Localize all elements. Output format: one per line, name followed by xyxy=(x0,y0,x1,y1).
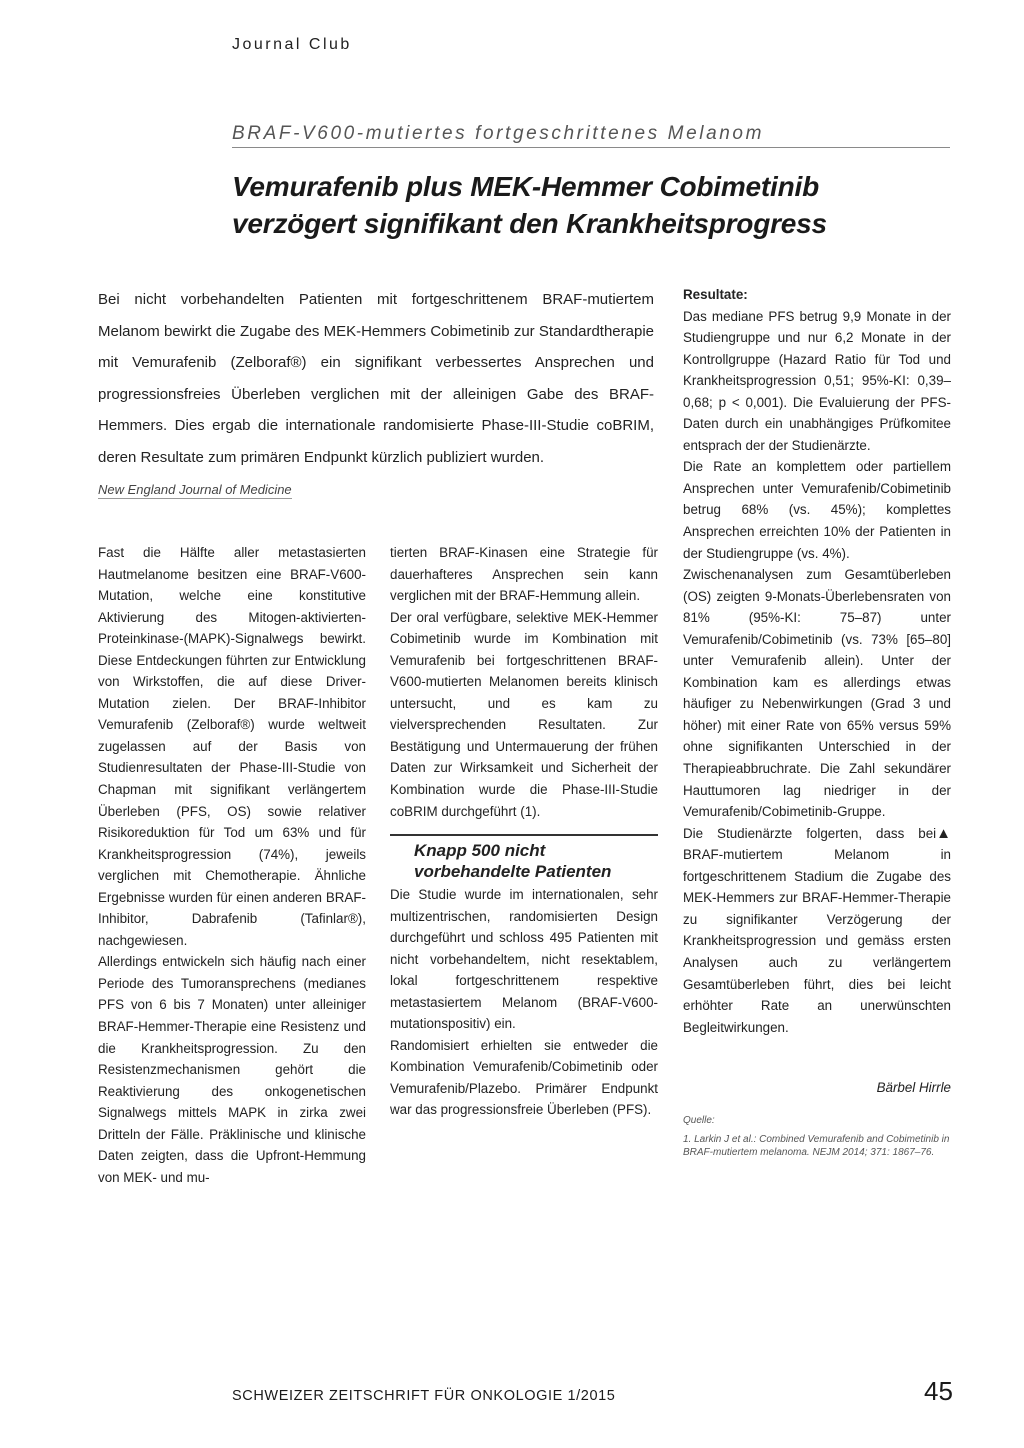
title-line-1: Vemurafenib plus MEK-Hemmer Cobimetinib xyxy=(232,171,820,202)
body-paragraph: Randomisiert erhielten sie entweder die Kombination Vemurafenib/Cobimetinib oder Vemurafenib/Plazebo. Primärer Endpunkt war das progressionsfreie Überleben (PFS). xyxy=(390,1037,658,1118)
source-reference: 1. Larkin J et al.: Combined Vemurafenib and Cobimetinib in BRAF-mutiertem melanoma. NEJM 2014; 371: 1867–76. xyxy=(683,1134,950,1158)
results-heading: Resultate: xyxy=(683,287,748,302)
lead-paragraph: Bei nicht vorbehandelten Patienten mit fortgeschrittenem BRAF-mutiertem Melanom bewirkt die Zugabe des MEK-Hemmers Cobimetinib zur Standardtherapie mit Vemurafenib (Zelboraf®) ein signifikant verbessertes Ansprechen und progressionsfreies Überleben verglichen mit der alleinigen Gabe des BRAF-Hemmers. Dies ergab die internationale randomisierte Phase-III-Studie coBRIM, deren Resultate zum primären Endpunkt kürzlich publiziert wurden. xyxy=(98,291,654,466)
page-number: 45 xyxy=(924,1376,953,1406)
body-paragraph: Zwischenanalysen zum Gesamtüberleben (OS) zeigten 9-Monats-Überlebensraten von 81% (95%-KI: 75–87) unter Vemurafenib/Cobimetinib (vs. 73% [65–80] unter Vemurafenib allein). Unter der Kombination kam es allerdings etwas häufiger zu Nebenwirkungen (Grad 3 und höher) mit einer Rate von 65% versus 59% ohne signifikanten Unterschied in der Therapieabbruchrate. Die Zahl sekundärer Hauttumoren lag niedriger in der Vemurafenib/Cobimetinib-Gruppe. xyxy=(683,567,951,820)
body-paragraph: Allerdings entwickeln sich häufig nach einer Periode des Tumoransprechens (medianes PFS von 6 bis 7 Monaten) unter alleiniger BRAF-Hemmer-Therapie eine Resistenz und die Krankheitsprogression. Zu den Resistenzmechanismen gehört die Reaktivierung des onkogenetischen Signalwegs mittels MAPK in zirka zwei Dritteln der Fälle. Präklinische und klinische Daten zeigten, dass die Upfront-Hemmung von MEK- und mu- xyxy=(98,954,366,1185)
title-line-2: verzögert signifikant den Krankheitsprogress xyxy=(232,208,827,239)
body-paragraph-final xyxy=(683,823,951,1038)
body-paragraph: tierten BRAF-Kinasen eine Strategie für dauerhafteres Ansprechen sein kann verglichen mit der BRAF-Hemmung allein. xyxy=(390,545,658,604)
footer-journal-name: SCHWEIZER ZEITSCHRIFT FÜR ONKOLOGIE 1/2015 xyxy=(232,1388,616,1404)
body-paragraph: Der oral verfügbare, selektive MEK-Hemmer Cobimetinib wurde im Kombination mit Vemurafenib bei fortgeschrittenen BRAF-V600-mutierten Melanomen bereits klinisch untersucht, und es kam zu vielversprechenden Resultaten. Zur Bestätigung und Untermauerung der frühen Daten zur Wirksamkeit und Sicherheit der Kombination wurde die Phase-III-Studie coBRIM durchgeführt (1). xyxy=(390,609,658,819)
final-paragraph-text: Die Studienärzte folgerten, dass bei BRAF-mutiertem Melanom in fortgeschrittenem Stadium die Zugabe des MEK-Hemmers zur BRAF-Hemmer-Therapie zu signifikanter Verzögerung der Krankheitsprogression und gemäss ersten Analysen auch zu verlängertem Gesamtüberleben führt, dies bei leicht erhöhter Rate an unerwünschten Begleitwirkungen. xyxy=(683,825,951,1035)
body-column-2 xyxy=(390,542,658,822)
body-paragraph: Das mediane PFS betrug 9,9 Monate in der Studiengruppe und nur 6,2 Monate in der Kontrollgruppe (Hazard Ratio für Tod und Krankheitsprogression 0,51; 95%-KI: 0,39–0,68; p < 0,001). Die Evaluierung der PFS-Daten durch ein unabhängiges Prüfkomitee entsprach der der Studienärzte. xyxy=(683,308,951,453)
running-head: Journal Club xyxy=(232,36,352,53)
subhead-rule xyxy=(390,834,658,836)
article-title xyxy=(232,168,972,242)
body-paragraph: Die Studie wurde im internationalen, sehr multizentrischen, randomisierten Design durchgeführt und schloss 495 Patienten mit nicht vorbehandeltem, nicht resektablem, lokal fortgeschrittenem respektive metastasiertem Melanom (BRAF-V600-mutationspositiv) ein. xyxy=(390,887,658,1032)
author-name: Bärbel Hirrle xyxy=(876,1080,951,1095)
body-paragraph: Fast die Hälfte aller metastasierten Hautmelanome besitzen eine BRAF-V600-Mutation, welche eine konstitutive Aktivierung des Mitogen-aktivierten-Proteinkinase-(MAPK)-Signalwegs bewirkt. Diese Entdeckungen führten zur Entwicklung von Wirkstoffen, die auf diese Driver-Mutation zielen. Der BRAF-Inhibitor Vemurafenib (Zelboraf®) wurde weltweit zugelassen auf der Basis von Studienresultaten der Phase-III-Studie von Chapman mit signifikant verlängertem Überleben (PFS, OS) sowie relativer Risikoreduktion für Tod um 63% und für Krankheitsprogression (74%), jeweils verglichen mit Chemotherapie. Ähnliche Ergebnisse wurden für einen anderen BRAF-Inhibitor, Dabrafenib (Tafinlar®), nachgewiesen. xyxy=(98,545,366,948)
section-subheading: Knapp 500 nicht vorbehandelte Patienten xyxy=(414,841,612,881)
source-label: Quelle: xyxy=(683,1115,715,1126)
source-journal: New England Journal of Medicine xyxy=(98,482,292,497)
body-paragraph: Die Rate an komplettem oder partiellem Ansprechen unter Vemurafenib/Cobimetinib betrug 68% (vs. 45%); komplettes Ansprechen erreichten 10% der Patienten in der Studiengruppe (vs. 4%). xyxy=(683,459,951,561)
body-column-1 xyxy=(98,542,366,1188)
end-triangle-icon: ▲ xyxy=(936,824,951,842)
article-kicker: BRAF-V600-mutiertes fortgeschrittenes Melanom xyxy=(232,123,950,148)
body-column-3 xyxy=(683,284,951,1038)
body-column-2-continued xyxy=(390,884,658,1121)
